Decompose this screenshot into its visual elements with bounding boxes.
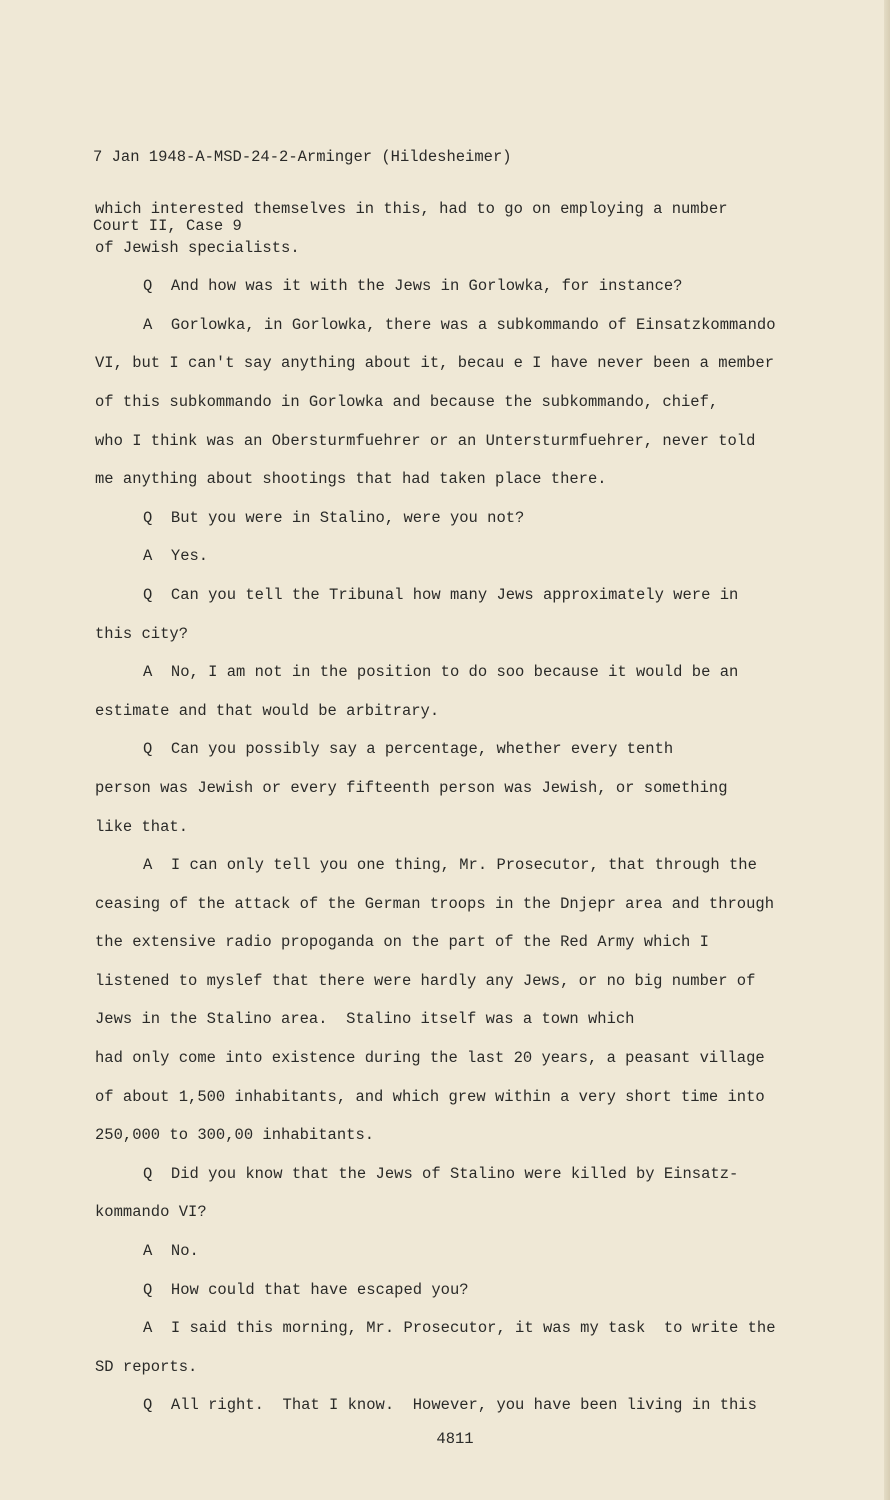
- header-date-line: 7 Jan 1948-A-MSD-24-2-Arminger (Hildesheimer): [93, 148, 512, 166]
- text-line: Jews in the Stalino area. Stalino itself was a town which: [95, 1010, 635, 1029]
- text-line: listened to myslef that there were hardly any Jews, or no big number of: [95, 971, 756, 990]
- question-line: Q How could that have escaped you?: [143, 1280, 469, 1299]
- text-line: estimate and that would be arbitrary.: [95, 701, 440, 720]
- header-court-line: Court II, Case 9: [93, 217, 242, 235]
- text-line: of this subkommando in Gorlowka and because the subkommando, chief,: [95, 392, 719, 411]
- text-line: person was Jewish or every fifteenth person was Jewish, or something: [95, 778, 728, 797]
- text-line: which interested themselves in this, had to go on employing a number: [95, 200, 728, 218]
- question-line: Q But you were in Stalino, were you not?: [143, 508, 525, 527]
- text-line: me anything about shootings that had taken place there.: [95, 470, 607, 489]
- page-number: 4811: [436, 1430, 474, 1448]
- text-line: kommando VI?: [95, 1203, 207, 1222]
- question-line: Q And how was it with the Jews in Gorlowka, for instance?: [143, 277, 683, 296]
- text-line: ceasing of the attack of the German troops in the Dnjepr area and through: [95, 894, 775, 913]
- text-line: like that.: [95, 817, 189, 836]
- answer-line: A I can only tell you one thing, Mr. Prosecutor, that through the: [143, 856, 757, 875]
- transcript-body: [95, 197, 815, 1432]
- question-line: Q All right. That I know. However, you have been living in this: [143, 1396, 757, 1415]
- text-line: 250,000 to 300,00 inhabitants.: [95, 1126, 375, 1145]
- text-line: of about 1,500 inhabitants, and which grew within a very short time into: [95, 1087, 765, 1106]
- question-line: Q Can you tell the Tribunal how many Jews approximately were in: [143, 585, 739, 604]
- text-line: SD reports.: [95, 1357, 198, 1376]
- text-line: this city?: [95, 624, 189, 643]
- answer-line: A Yes.: [143, 547, 209, 566]
- answer-line: A Gorlowka, in Gorlowka, there was a subkommando of Einsatzkommando: [143, 315, 776, 334]
- page-edge: [884, 0, 890, 1500]
- text-line: VI, but I can't say anything about it, becau e I have never been a member: [95, 354, 775, 373]
- text-line: who I think was an Obersturmfuehrer or an Untersturmfuehrer, never told: [95, 431, 756, 450]
- question-line: Q Can you possibly say a percentage, whether every tenth: [143, 740, 674, 759]
- question-line: Q Did you know that the Jews of Stalino were killed by Einsatz-: [143, 1164, 739, 1183]
- answer-line: A I said this morning, Mr. Prosecutor, it was my task to write the: [143, 1319, 776, 1338]
- answer-line: A No, I am not in the position to do soo because it would be an: [143, 663, 739, 682]
- answer-line: A No.: [143, 1242, 199, 1261]
- text-line: of Jewish specialists.: [95, 238, 300, 257]
- text-line: had only come into existence during the last 20 years, a peasant village: [95, 1049, 765, 1068]
- text-line: the extensive radio propoganda on the part of the Red Army which I: [95, 933, 709, 952]
